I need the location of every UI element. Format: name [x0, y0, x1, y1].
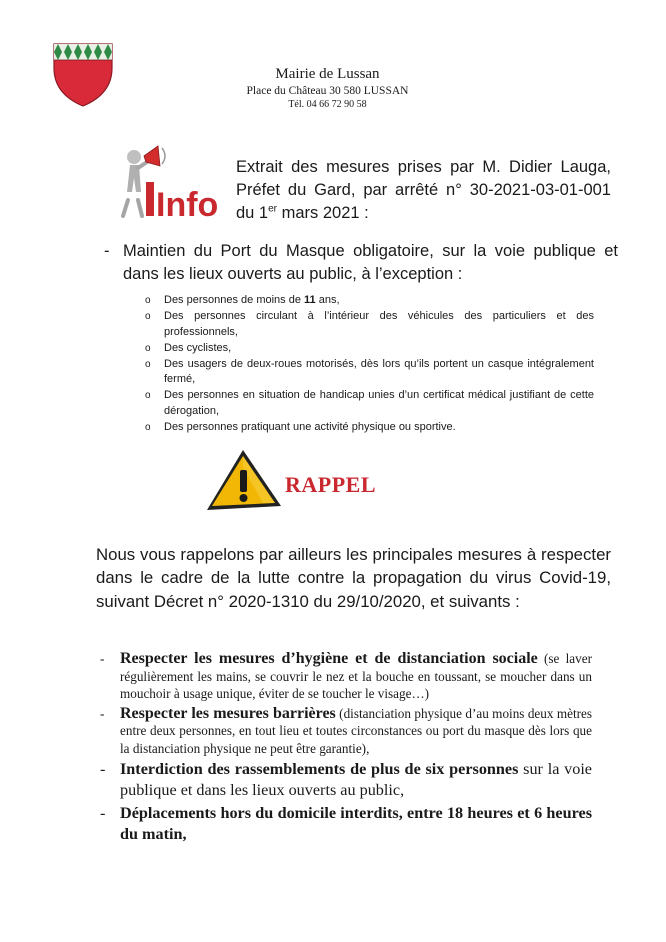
prefecture-extract — [236, 156, 611, 225]
list-item: - Respecter les mesures barrières (distanciation physique d’au moins deux mètres entre deux personnes, en tout lieu et toutes circonstances ou port du masque dès lors que la distanciation physique ne peut être garantie), — [100, 704, 593, 756]
mairie-title: Mairie de Lussan — [275, 66, 380, 82]
mairie-phone: Tél. 04 66 72 90 58 — [288, 99, 367, 110]
list-item: o Des personnes pratiquant une activité physique ou sportive. — [145, 420, 594, 436]
measure-dash: - — [100, 651, 105, 666]
list-item: o Des cyclistes, — [145, 341, 594, 357]
exceptions-list — [145, 293, 594, 436]
reminder-paragraph: Nous vous rappelons par ailleurs les principales mesures à respecter dans le cadre de la lutte contre la propagation du virus Covid-19, suivant Décret n° 2020-1310 du 29/10/2020, et suivants : — [96, 545, 611, 611]
list-item: o Des usagers de deux-roues motorisés, dès lors qu’ils portent un casque intégralement fermé, — [145, 357, 594, 385]
list-item: - Respecter les mesures d’hygiène et de distanciation sociale (se laver régulièrement les mains, se couvrir le nez et la bouche en toussant, se moucher dans un mouchoir à usage unique, éviter de se toucher le visage…) — [100, 650, 593, 701]
megaphone-person-icon — [118, 140, 222, 222]
bullet-icon: o — [145, 390, 151, 401]
rappel-label: RAPPEL — [285, 472, 376, 497]
list-item: o Des personnes en situation de handicap unies d’un certificat médical justifiant de cette dérogation, — [145, 389, 594, 417]
measure-dash: - — [100, 804, 106, 822]
bullet-icon: o — [145, 295, 151, 306]
measure-dash: - — [100, 705, 105, 721]
extract-text-start: Extrait des mesures prises par M. Didier Lauga, Préfet du Gard, par arrêté n° 30-2021-03-01-001 du 1 — [236, 158, 611, 222]
mairie-address: Place du Château 30 580 LUSSAN — [246, 85, 409, 97]
extract-sup: er — [268, 203, 278, 215]
mask-rule — [104, 240, 618, 286]
extract-text-end: mars 2021 : — [277, 204, 369, 222]
letterhead — [200, 64, 455, 112]
list-item: - Déplacements hors du domicile interdits, entre 18 heures et 6 heures du matin, — [100, 804, 592, 843]
measure-dash: - — [100, 760, 106, 778]
municipal-crest-icon — [52, 42, 114, 108]
bullet-icon: o — [145, 358, 151, 370]
list-item: o Des personnes circulant à l’intérieur des véhicules des particuliers et des professionnels, — [145, 310, 594, 338]
mask-rule-dash: - — [104, 242, 110, 260]
info-word: Info — [156, 186, 219, 222]
measures-list — [100, 650, 592, 847]
bullet-icon: o — [145, 421, 151, 433]
bullet-icon: o — [145, 311, 151, 322]
list-item: o Des personnes de moins de 11 ans, — [145, 293, 594, 309]
warning-triangle-icon — [203, 446, 285, 514]
list-item: - Interdiction des rassemblements de plus de six personnes sur la voie publique et dans les lieux ouverts au public, — [100, 760, 592, 799]
mask-rule-text: Maintien du Port du Masque obligatoire, sur la voie publique et dans les lieux ouverts au public, à l’exception : — [123, 242, 618, 283]
bullet-icon: o — [145, 342, 151, 354]
